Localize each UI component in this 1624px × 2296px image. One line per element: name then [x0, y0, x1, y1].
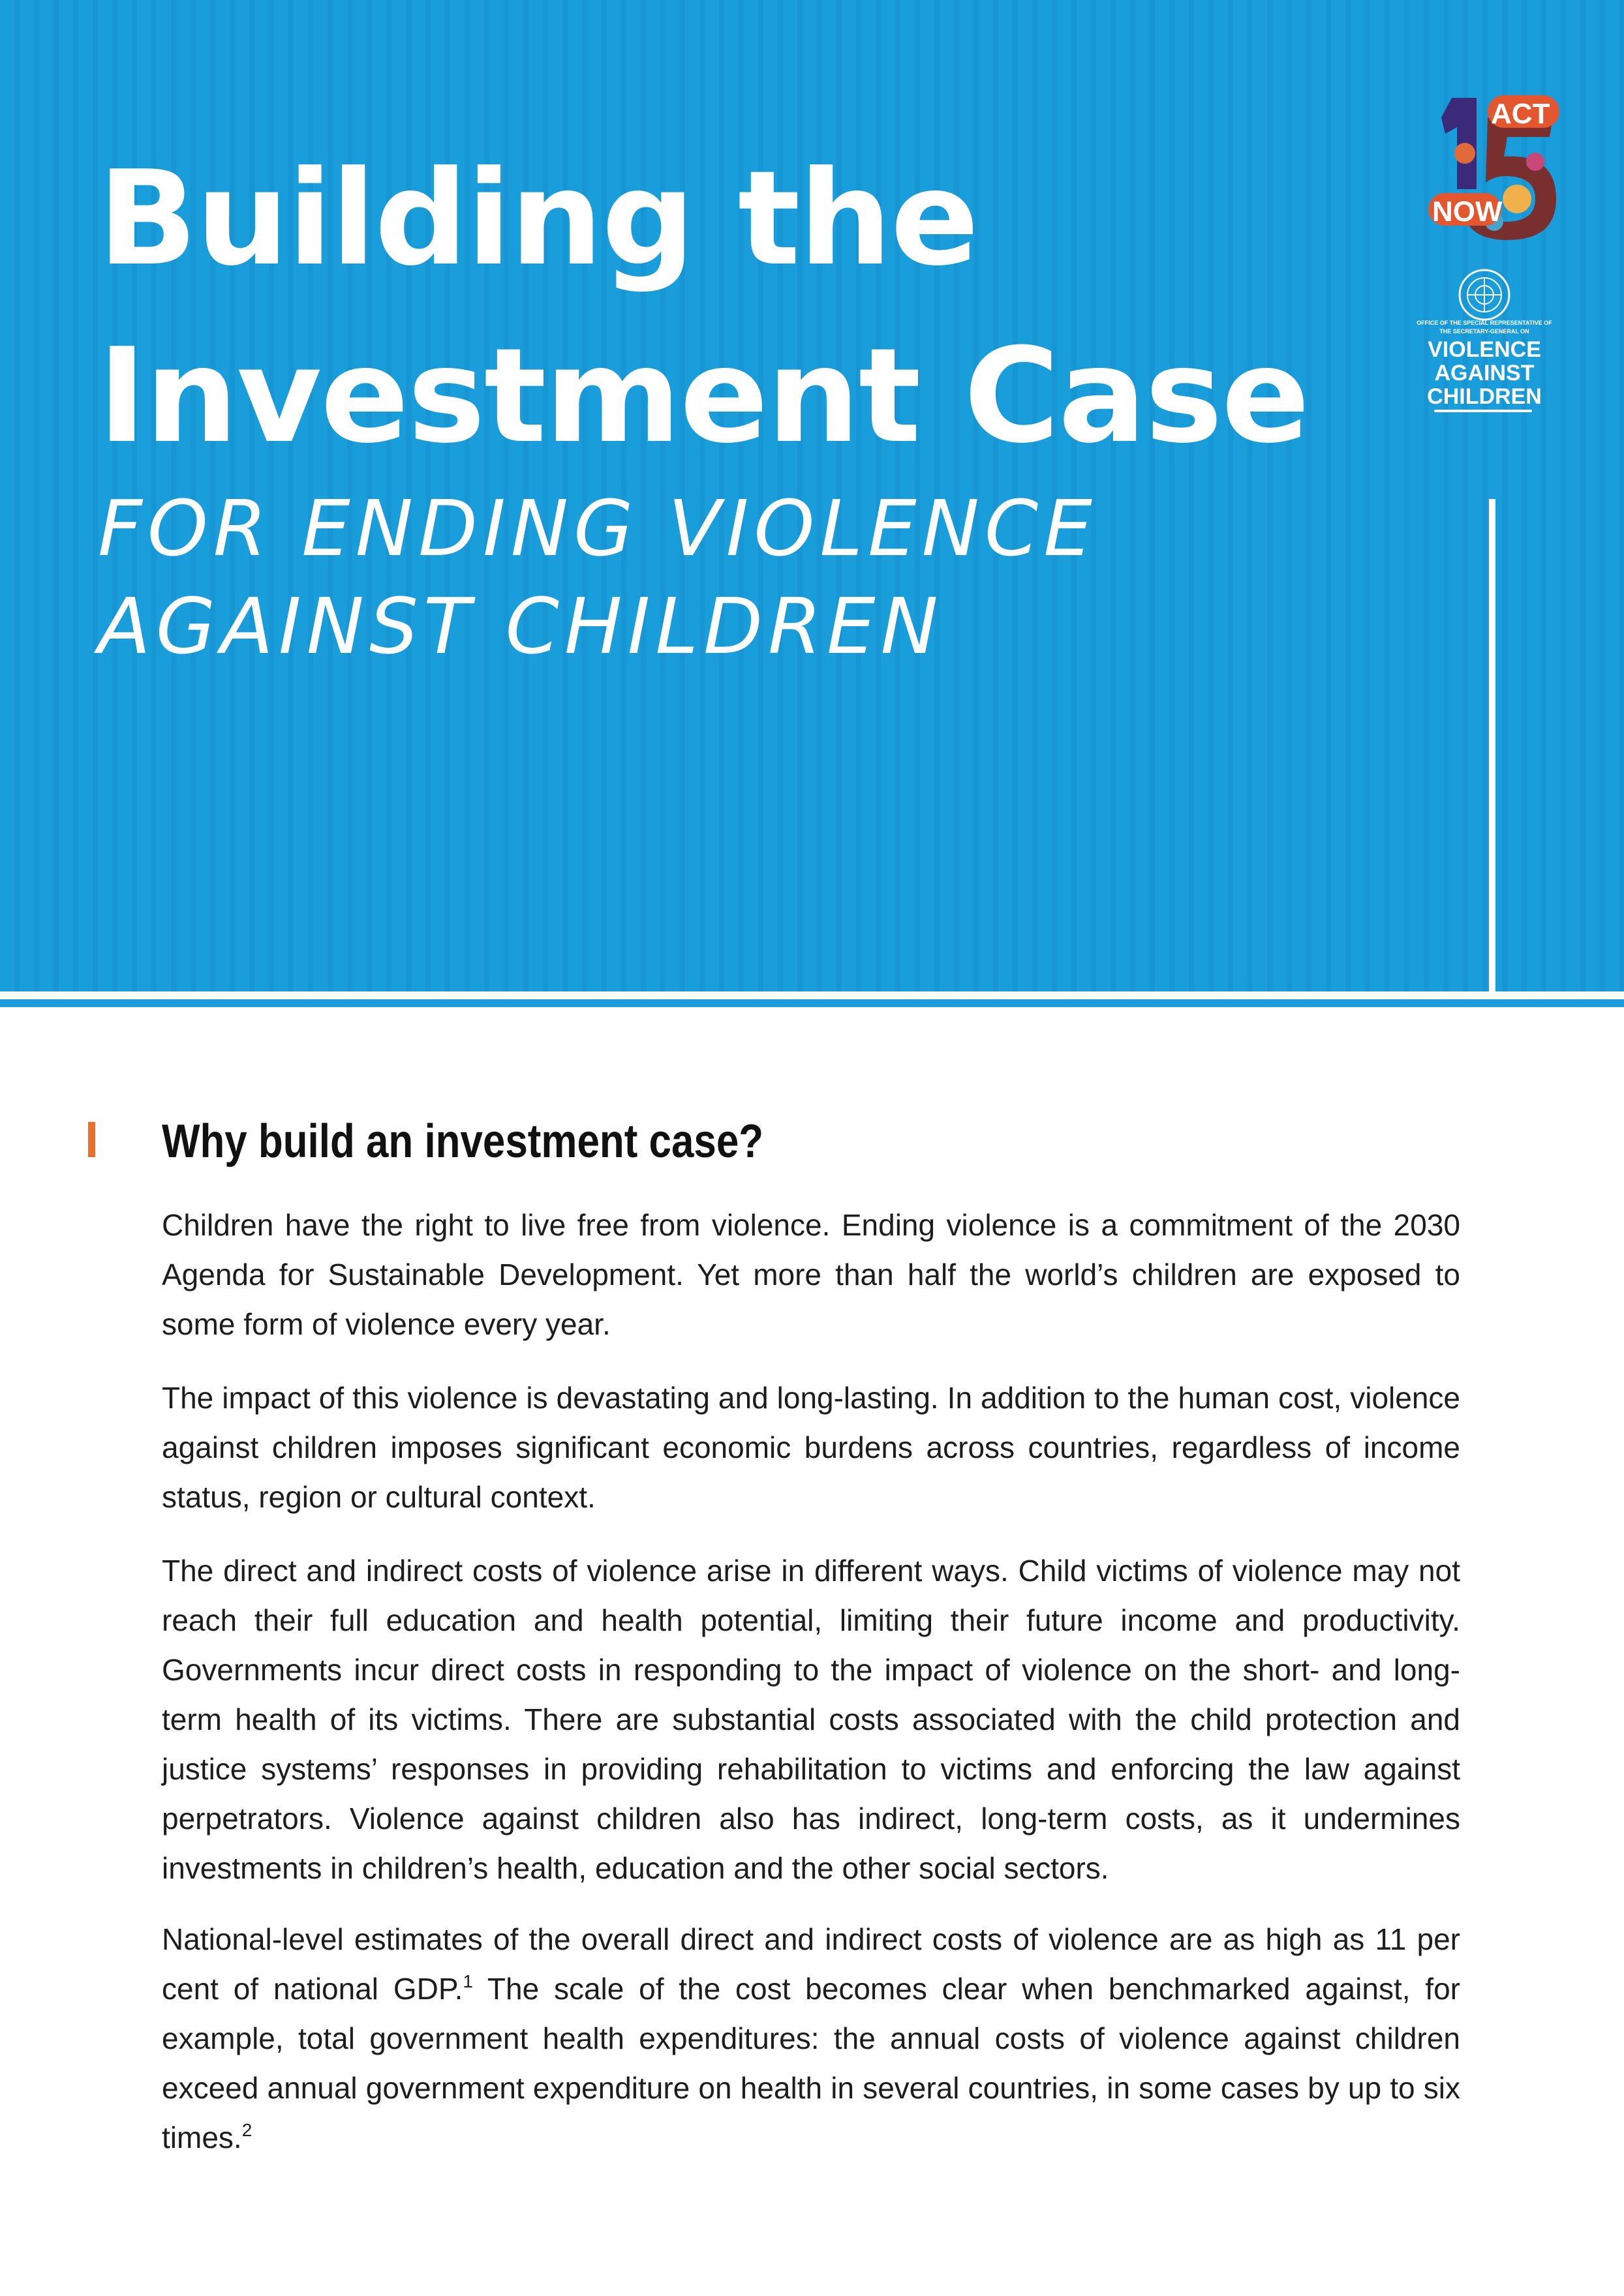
- title-line-1: Building the: [98, 143, 978, 295]
- vac-text-violence: VIOLENCE: [1428, 337, 1541, 362]
- document-subtitle: [98, 479, 1338, 675]
- banner-white-rule: [0, 991, 1624, 999]
- subtitle-line-2: AGAINST CHILDREN: [98, 581, 943, 671]
- subtitle-line-1: FOR ENDING VIOLENCE: [98, 483, 1097, 573]
- banner-vertical-line: [1489, 499, 1495, 991]
- office-text-line-2: THE SECRETARY-GENERAL ON: [1439, 328, 1529, 335]
- act-word: ACT: [1491, 98, 1550, 130]
- vac-text-against: AGAINST: [1434, 361, 1535, 385]
- paragraph-4: [162, 1914, 1460, 2162]
- paragraph-3: The direct and indirect costs of violence arise in different ways. Child victims of violence may not reach their full education and health potential, limiting their future income and productivity. Governments incur direct costs in responding to the impact of violence on the short- and long-term health of its victims. There are substantial costs associated with the child protection and justice systems’ responses in providing rehabilitation to victims and enforcing the law against perpetrators. Violence against children also has indirect, long-term costs, as it undermines investments in children’s health, education and the other social sectors.: [162, 1554, 1460, 1885]
- paragraph-2: The impact of this violence is devastating and long-lasting. In addition to the human cost, violence against children imposes significant economic burdens across countries, regardless of income status, region or cultural context.: [162, 1381, 1460, 1514]
- title-line-2: Investment Case: [98, 320, 1309, 472]
- paragraph-4-part-2: The scale of the cost becomes clear when benchmarked against, for example, total government health expenditures: the annual costs of violence against children exceed annual government expenditure on health in several countries, in some cases by up to six times.: [162, 1972, 1460, 2154]
- banner-blue-rule: [0, 999, 1624, 1007]
- heading-accent-bar: [88, 1122, 95, 1157]
- act-now-logo: [1426, 91, 1566, 245]
- footnote-ref-2[interactable]: 2: [241, 2119, 253, 2140]
- office-text-line-1: OFFICE OF THE SPECIAL REPRESENTATIVE OF: [1417, 320, 1552, 326]
- vac-underline: [1434, 410, 1532, 412]
- section-heading: Why build an investment case?: [162, 1115, 764, 1168]
- document-title: [98, 130, 1338, 485]
- vac-text-children: CHILDREN: [1427, 384, 1542, 409]
- paragraph-4-part-1: National-level estimates of the overall direct and indirect costs of violence are as high as 11 per cent of national GDP.: [162, 1922, 1460, 2006]
- paragraph-1: Children have the right to live free from violence. Ending violence is a commitment of the 2030 Agenda for Sustainable Development. Yet more than half the world’s children are exposed to some form of violence every year.: [162, 1208, 1460, 1341]
- now-word: NOW: [1432, 196, 1503, 228]
- un-emblem-icon: [1457, 267, 1512, 322]
- footnote-ref-1[interactable]: 1: [463, 1971, 473, 1991]
